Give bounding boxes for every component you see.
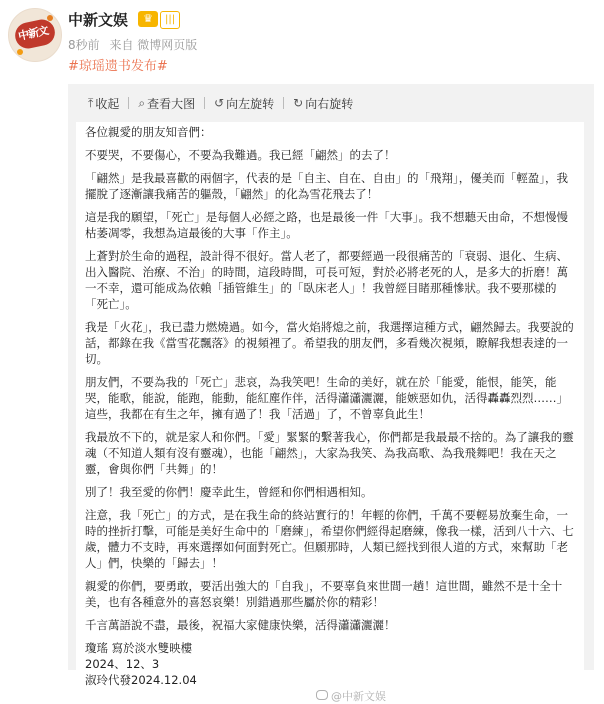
magnify-icon: ⌕ (138, 95, 146, 110)
collapse-arrow-icon: ⤒ (88, 95, 94, 110)
image-viewer-card (68, 84, 594, 703)
letter-greeting: 各位親愛的朋友知音們： (85, 125, 212, 139)
avatar-logo-text: 中新文 (17, 24, 50, 43)
decor-dot (47, 15, 53, 21)
letter-paragraph: 朋友們，不要為我的「死亡」悲哀，為我笑吧！生命的美好，就在於「能愛，能恨，能笑，能哭，能歌，能說，能跑，能動，能紅塵作伴，活得瀟瀟灑灑，能嫉惡如仇，活得轟轟烈烈……」這些，我都在有生之年，擁有過了！我「活過」了，不曾辜負此生！ (85, 375, 568, 421)
post-meta (68, 36, 203, 53)
decor-dot (17, 49, 23, 55)
username[interactable]: 中新文娱 (68, 11, 129, 29)
letter-paragraph: 千言萬語說不盡，最後，祝福大家健康快樂，活得瀟瀟灑灑！ (85, 618, 396, 632)
view-large-button[interactable] (136, 95, 197, 112)
timestamp[interactable]: 8秒前 (68, 38, 100, 52)
letter-paragraph: 親愛的你們，要勇敢，要活出強大的「自我」，不要辜負來世間一趟！這世間，雖然不是十全十美，也有各種意外的喜怒哀樂！別錯過那些屬於你的精彩！ (85, 579, 563, 609)
rotate-right-icon: ↻ (293, 96, 304, 110)
collapse-button[interactable] (86, 95, 121, 112)
rotate-left-button[interactable] (212, 95, 276, 112)
letter-paragraph: 這是我的願望，「死亡」是每個人必經之路，也是最後一件「大事」。我不想聽天由命，不想慢慢枯萎凋零，我想為這最後的大事「作主」。 (85, 210, 568, 240)
letter-paragraph: 「翩然」是我最喜歡的兩個字，代表的是「自主、自在、自由」的「飛翔」，優美而「輕盈」，我擺脫了逐漸讓我痛苦的軀殼，「翩然」的化為雪花飛去了！ (85, 171, 568, 201)
weibo-icon (316, 690, 328, 700)
letter-paragraph: 上蒼對於生命的過程，設計得不很好。當人老了，都要經過一段很痛苦的「衰弱、退化、生病、出入醫院、治療、不治」的時間，這段時間，可長可短，對於必將老死的人，是多大的折磨！萬一不幸，還可能成為依賴「插管維生」的「臥床老人」！我曾經目睹那種慘狀。我不要那樣的「死亡」。 (85, 249, 568, 311)
letter-signature: 瓊瑤 寫於淡水雙映樓 (85, 641, 193, 655)
rotate-left-label: 向左旋转 (226, 96, 275, 111)
letter-text (85, 124, 579, 688)
post-source: 来自 微博网页版 (109, 38, 198, 52)
letter-paragraph: 我是「火花」，我已盡力燃燒過。如今，當火焰將熄之前，我選擇這種方式，翩然歸去。我要說的話，都錄在我《當雪花飄落》的視頻裡了。希望我的朋友們，多看幾次視頻，瞭解我想表達的一切。 (85, 320, 574, 366)
vip-crown-icon[interactable]: ♛ (138, 11, 158, 27)
avatar[interactable] (8, 8, 62, 62)
topic-link[interactable]: #琼瑶遗书发布# (68, 59, 168, 74)
letter-revision: 淑玲代發2024.12.04 (85, 673, 197, 687)
watermark-text: @中新文娱 (331, 690, 386, 703)
image-watermark (316, 688, 386, 704)
toolbar-divider (283, 97, 284, 109)
letter-date: 2024、12、3 (85, 657, 160, 671)
toolbar-divider (128, 97, 129, 109)
image-toolbar (86, 92, 355, 114)
collapse-label: 收起 (95, 96, 120, 111)
letter-paragraph: 注意，我「死亡」的方式，是在我生命的終站實行的！年輕的你們，千萬不要輕易放棄生命，一時的挫折打擊，可能是美好生命中的「磨練」，希望你們經得起磨練，像我一樣，活到八十六、七歲，體力不支時，再來選擇如何面對死亡。但願那時，人類已經找到很人道的方式，來幫助「老人」們，快樂的「歸去」！ (85, 508, 574, 570)
toolbar-divider (204, 97, 205, 109)
rotate-right-label: 向右旋转 (305, 96, 354, 111)
vip-level-badge: ||| (160, 11, 180, 29)
rotate-right-button[interactable] (291, 95, 355, 112)
rotate-left-icon: ↺ (214, 96, 225, 110)
letter-paragraph: 不要哭，不要傷心，不要為我難過。我已經「翩然」的去了！ (85, 148, 396, 162)
view-large-label: 查看大图 (147, 96, 196, 111)
letter-paragraph: 我最放不下的，就是家人和你們。「愛」緊緊的繫著我心，你們都是我最最不捨的。為了讓我的靈魂（不知道人類有沒有靈魂），也能「翩然」，大家為我笑、為我高歌、為我飛舞吧！我在天之靈，會與你們「共舞」的！ (85, 430, 574, 476)
letter-paragraph: 別了！我至愛的你們！慶幸此生，曾經和你們相遇相知。 (85, 485, 373, 499)
letter-image[interactable] (76, 122, 584, 703)
